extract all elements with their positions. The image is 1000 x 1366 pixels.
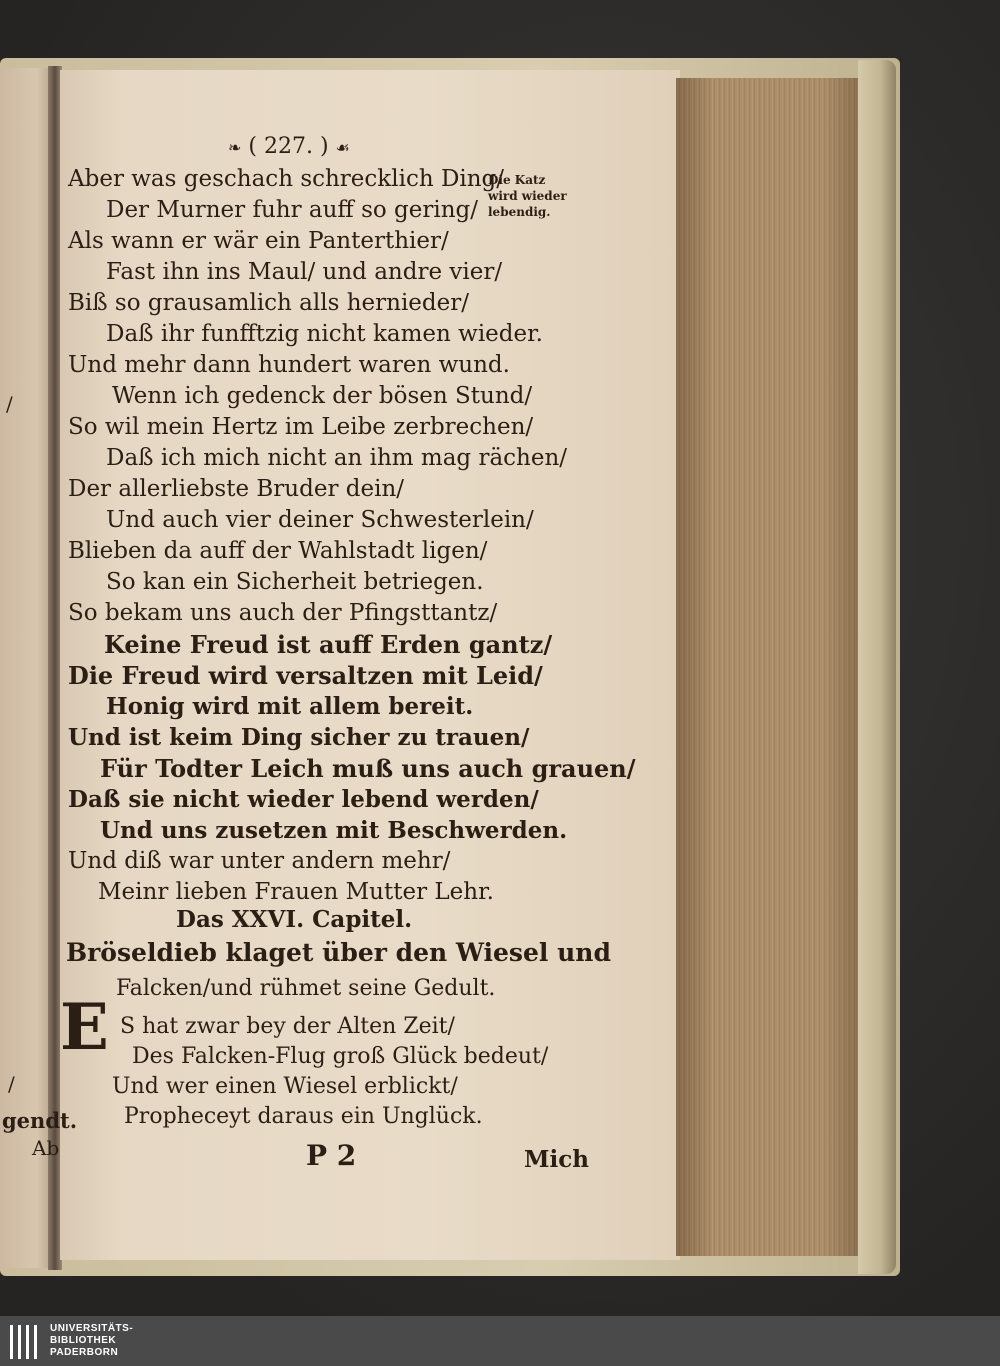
ornament-right-icon: ☙: [335, 138, 350, 157]
verse-line: Daß sie nicht wieder lebend werden/: [68, 786, 539, 813]
verse-line: Biß so grausamlich alls hernieder/: [68, 290, 469, 316]
verse-line: Als wann er wär ein Panterthier/: [68, 228, 449, 254]
verse-line: So bekam uns auch der Pfingsttantz/: [68, 600, 498, 626]
verse-line: Aber was geschach schrecklich Ding/: [68, 166, 505, 192]
verse-line: Daß ihr funfftzig nicht kamen wieder.: [106, 321, 543, 347]
margin-note-line: lebendig.: [488, 205, 551, 220]
page-header: [228, 136, 350, 158]
library-name: [50, 1323, 133, 1359]
left-page-fragment: /: [8, 1072, 15, 1096]
verse-line: So kan ein Sicherheit betriegen.: [106, 569, 484, 595]
library-footer: [0, 1316, 1000, 1366]
verse-line: Honig wird mit allem bereit.: [106, 693, 474, 720]
library-logo-icon: [6, 1319, 44, 1363]
verse-line: Fast ihn ins Maul/ und andre vier/: [106, 259, 503, 285]
verse-line: Und mehr dann hundert waren wund.: [68, 352, 510, 378]
chapter-title: Das XXVI. Capitel.: [176, 906, 413, 933]
library-name-line: BIBLIOTHEK: [50, 1335, 117, 1346]
catchword: Mich: [524, 1146, 589, 1173]
verse-line: Propheceyt daraus ein Unglück.: [124, 1104, 483, 1129]
verse-line: Blieben da auff der Wahlstadt ligen/: [68, 538, 488, 564]
chapter-heading: Bröseldieb klaget über den Wiesel und: [66, 938, 611, 967]
left-page-fragment: gendt.: [2, 1108, 78, 1133]
verse-line: S hat zwar bey der Alten Zeit/: [120, 1014, 455, 1039]
verse-line: Und diß war unter andern mehr/: [68, 848, 451, 874]
signature-mark: P 2: [306, 1139, 357, 1172]
left-page-fragment: Ab: [32, 1136, 60, 1160]
verse-line: Wenn ich gedenck der bösen Stund/: [112, 383, 533, 409]
left-page-fragment: /: [6, 392, 13, 416]
verse-line: Für Todter Leich muß uns auch grauen/: [100, 754, 636, 783]
verse-line: Der allerliebste Bruder dein/: [68, 476, 405, 502]
verse-line: Daß ich mich nicht an ihm mag rächen/: [106, 445, 568, 471]
verse-line: Des Falcken-Flug groß Glück bedeut/: [132, 1044, 549, 1069]
verse-line: Und uns zusetzen mit Beschwerden.: [100, 817, 568, 844]
fore-edge-shade: [676, 78, 860, 1256]
verse-line: Der Murner fuhr auff so gering/: [106, 197, 478, 223]
ornament-left-icon: ❧: [228, 138, 242, 157]
chapter-subheading: Falcken/und rühmet seine Gedult.: [116, 976, 496, 1001]
verse-line: Meinr lieben Frauen Mutter Lehr.: [98, 879, 494, 905]
verse-line: So wil mein Hertz im Leibe zerbrechen/: [68, 414, 534, 440]
page-number: ( 227. ): [248, 134, 329, 159]
verse-line: Und auch vier deiner Schwesterlein/: [106, 507, 534, 533]
verse-line: Keine Freud ist auff Erden gantz/: [104, 630, 553, 659]
library-name-line: UNIVERSITÄTS-: [50, 1323, 134, 1334]
margin-note-line: wird wieder: [488, 189, 567, 204]
book-back-cover: [858, 60, 896, 1274]
verse-line: Die Freud wird versaltzen mit Leid/: [68, 661, 543, 690]
verse-line: Und wer einen Wiesel erblickt/: [112, 1074, 458, 1099]
decorated-initial: E: [60, 990, 109, 1065]
library-name-line: PADERBORN: [50, 1347, 119, 1358]
verse-line: Und ist keim Ding sicher zu trauen/: [68, 724, 530, 751]
margin-note-line: Die Katz: [488, 173, 546, 187]
